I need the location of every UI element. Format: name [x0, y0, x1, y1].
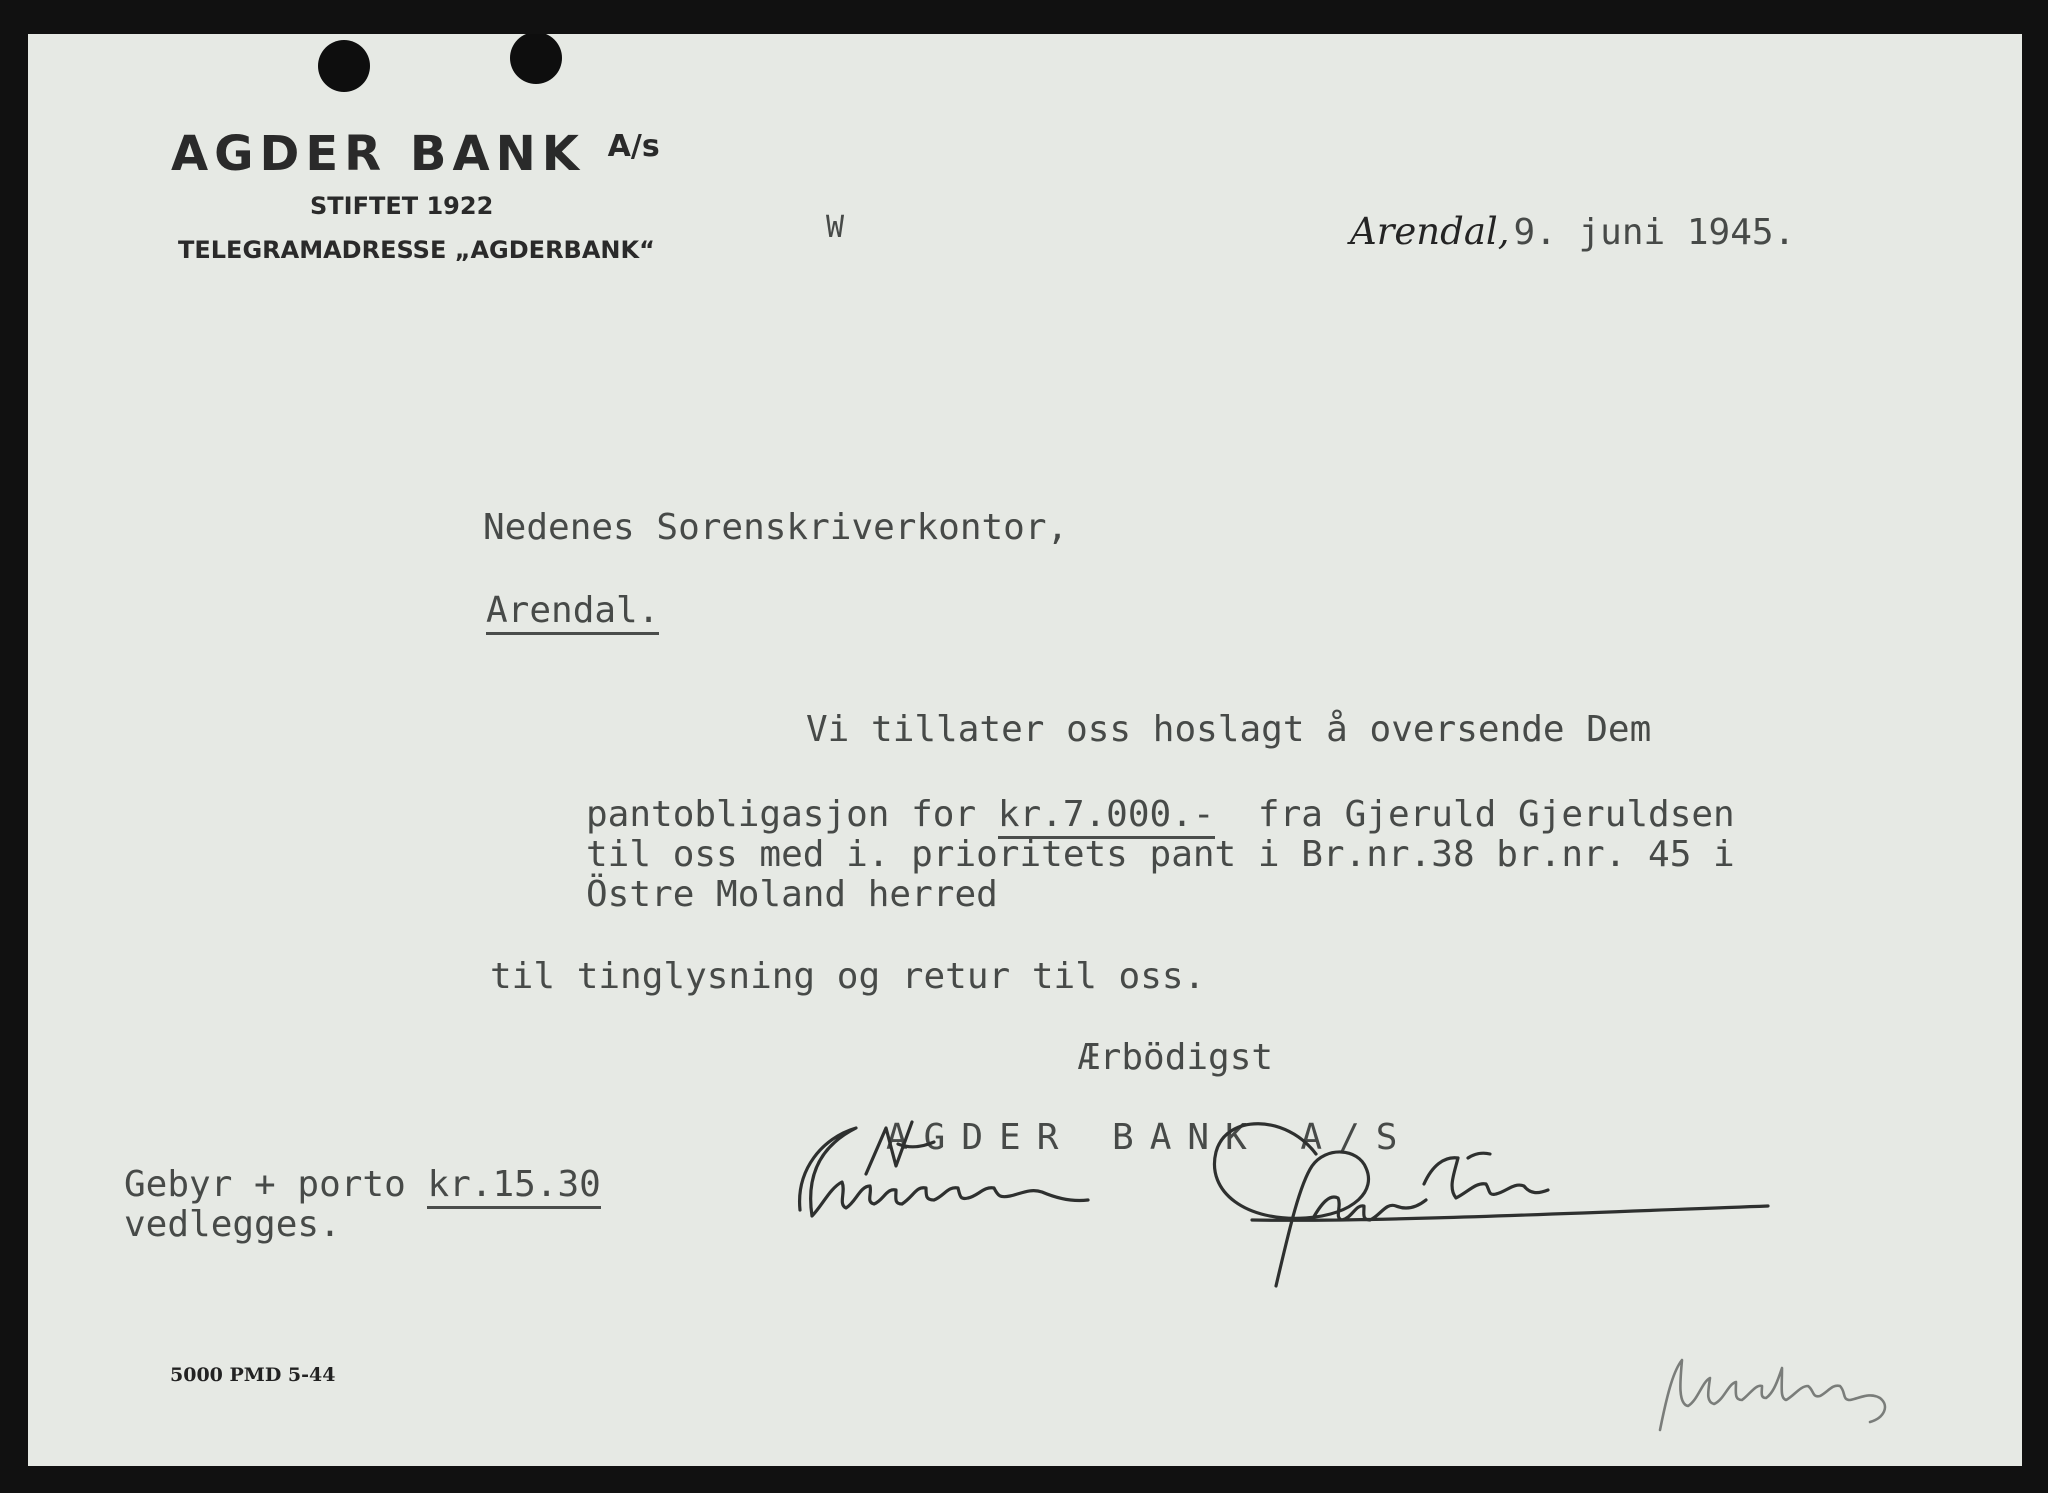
- signature-first: [800, 1128, 1088, 1216]
- body-line-4: til tinglysning og retur til oss.: [490, 956, 1206, 997]
- body-line-3: Östre Moland herred: [586, 874, 998, 915]
- dateline-city: Arendal,: [1350, 210, 1510, 253]
- signature-pencil: [1660, 1360, 1885, 1430]
- closing-salutation: Ærbödigst: [1078, 1037, 1274, 1078]
- signature-initials: [866, 1122, 934, 1174]
- bank-suffix: A/s: [607, 129, 660, 164]
- fee-line-2: vedlegges.: [124, 1204, 341, 1245]
- body-line-1-pre: pantobligasjon for: [586, 794, 998, 835]
- signature-second: [1214, 1124, 1768, 1286]
- founded-line: STIFTET 1922: [310, 192, 494, 220]
- recipient-city-text: Arendal.: [486, 590, 659, 635]
- recipient-name: Nedenes Sorenskriverkontor,: [483, 507, 1069, 548]
- body-line-2: til oss med i. prioritets pant i Br.nr.38 br.nr. 45 i: [586, 834, 1735, 875]
- loan-amount: kr.7.000.-: [998, 794, 1215, 839]
- closing-sender: AGDER BANK A/S: [886, 1117, 1414, 1158]
- bank-name-text: AGDER BANK: [171, 126, 585, 182]
- telegram-address: TELEGRAMADRESSE „AGDERBANK“: [178, 236, 655, 264]
- body-line-1-post: fra Gjeruld Gjeruldsen: [1214, 794, 1735, 835]
- dateline-date: 9. juni 1945.: [1513, 212, 1796, 253]
- letter-sheet: [28, 34, 2022, 1466]
- fee-amount: kr.15.30: [427, 1164, 600, 1209]
- reference-mark: W: [826, 210, 845, 245]
- body-intro: Vi tillater oss hoslagt å oversende Dem: [806, 709, 1652, 750]
- print-code: 5000 PMD 5-44: [170, 1364, 336, 1386]
- fee-label: Gebyr + porto: [124, 1164, 428, 1205]
- signatures-drawing: [28, 34, 2022, 1466]
